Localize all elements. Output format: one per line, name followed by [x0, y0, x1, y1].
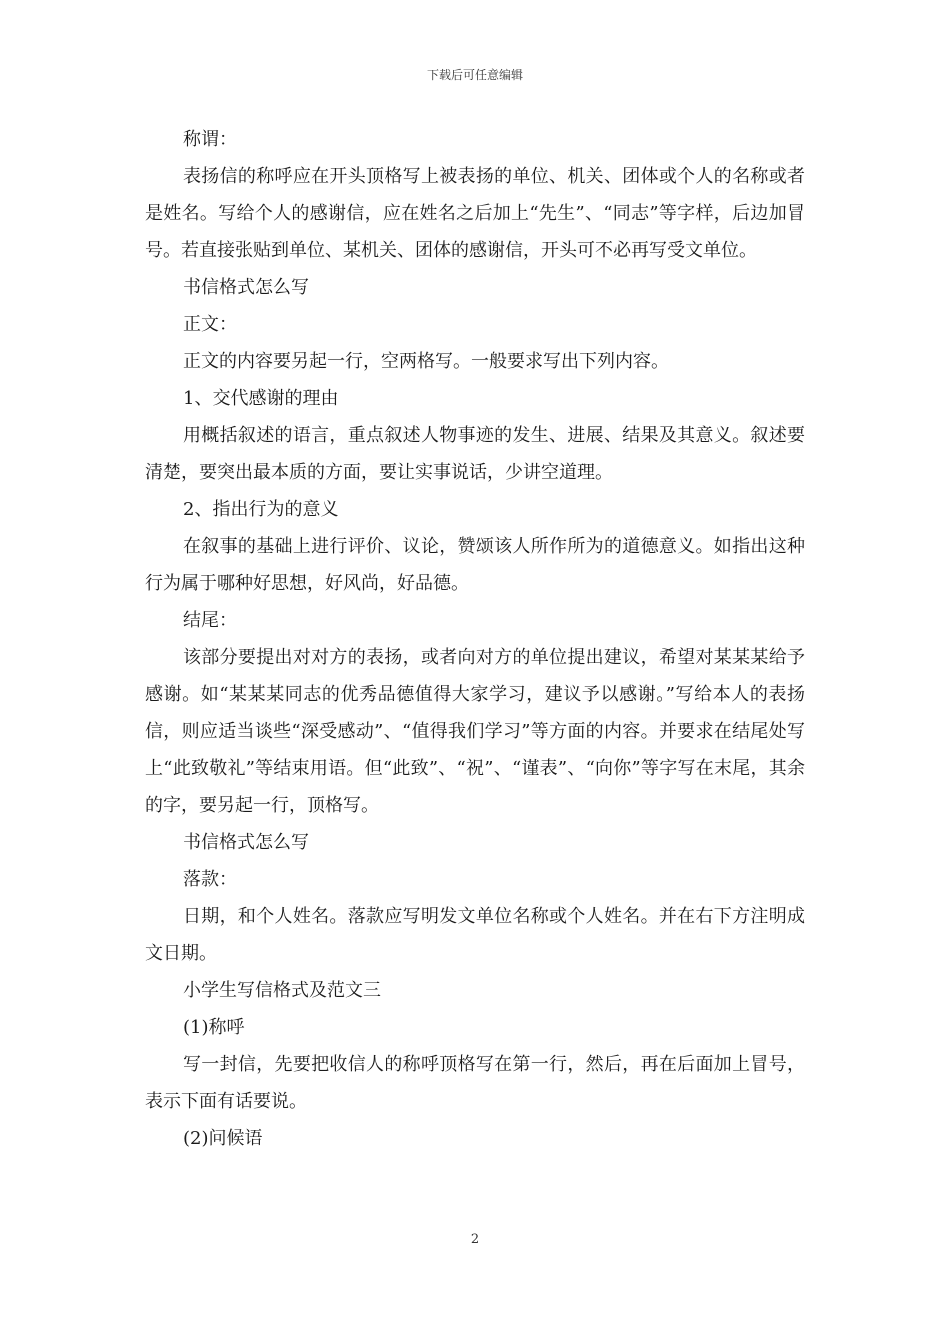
- paragraph: 该部分要提出对对方的表扬，或者向对方的单位提出建议，希望对某某某给予感谢。如“某某某同志的优秀品德值得大家学习，建议予以感谢。”写给本人的表扬信，则应适当谈些“深受感动”、“值得我们学习”等方面的内容。并要求在结尾处写上“此致敬礼”等结束用语。但“此致”、“祝”、“谨表”、“向你”等字写在末尾，其余的字，要另起一行，顶格写。: [145, 647, 805, 816]
- paragraph: 1、交代感谢的理由: [183, 388, 339, 409]
- paragraph: 表扬信的称呼应在开头顶格写上被表扬的单位、机关、团体或个人的名称或者是姓名。写给个人的感谢信，应在姓名之后加上“先生”、“同志”等字样，后边加冒号。若直接张贴到单位、某机关、团体的感谢信，开头可不必再写受文单位。: [145, 166, 805, 261]
- paragraph: 用概括叙述的语言，重点叙述人物事迹的发生、进展、结果及其意义。叙述要清楚，要突出最本质的方面，要让实事说话，少讲空道理。: [145, 425, 805, 483]
- paragraph: (1)称呼: [183, 1017, 245, 1038]
- paragraph: 在叙事的基础上进行评价、议论，赞颂该人所作所为的道德意义。如指出这种行为属于哪种好思想，好风尚，好品德。: [145, 536, 805, 594]
- paragraph: (2)问候语: [183, 1128, 263, 1149]
- page-number: 2: [470, 1232, 480, 1247]
- paragraph: 落款：: [183, 869, 237, 890]
- paragraph: 写一封信，先要把收信人的称呼顶格写在第一行，然后，再在后面加上冒号，表示下面有话要说。: [145, 1054, 805, 1112]
- paragraph: 称谓：: [183, 129, 237, 150]
- paragraph: 正文：: [183, 314, 237, 335]
- paragraph: 日期，和个人姓名。落款应写明发文单位名称或个人姓名。并在右下方注明成文日期。: [145, 906, 805, 964]
- paragraph: 小学生写信格式及范文三: [183, 980, 381, 1001]
- paragraph: 书信格式怎么写: [183, 832, 309, 853]
- page-header: 下载后可任意编辑: [426, 68, 523, 82]
- paragraph: 结尾：: [183, 610, 237, 631]
- paragraph: 正文的内容要另起一行，空两格写。一般要求写出下列内容。: [183, 351, 669, 372]
- paragraph: 2、指出行为的意义: [183, 499, 339, 520]
- document-body: [145, 121, 805, 1157]
- paragraph: 书信格式怎么写: [183, 277, 309, 298]
